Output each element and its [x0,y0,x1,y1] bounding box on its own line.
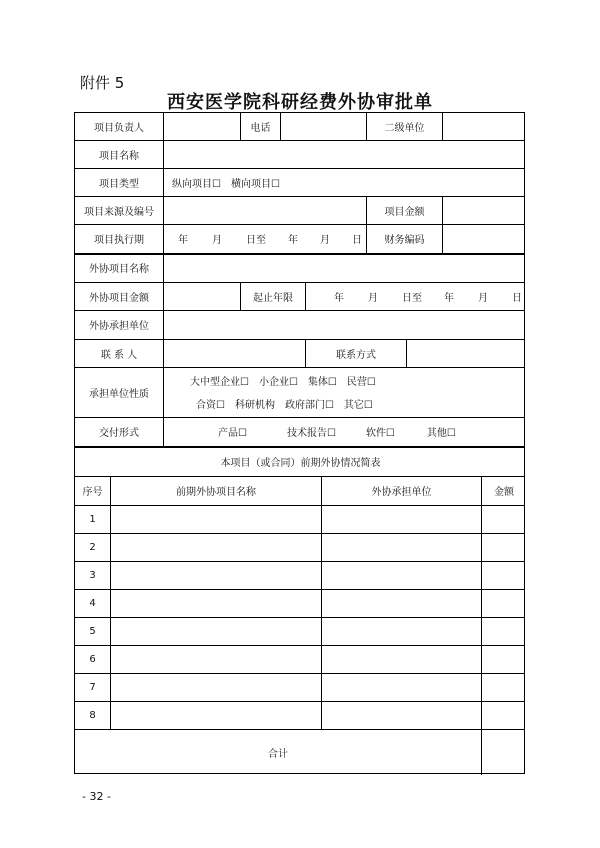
source-no-field[interactable] [164,196,367,224]
row-number: 6 [89,653,96,665]
row-source [75,196,524,224]
exec-end-month: 月 [320,235,330,246]
row-outsource-name [75,253,524,282]
source-no-label: 项目来源及编号 [75,196,164,224]
row-number: 3 [89,569,96,581]
delivery-label: 交付形式 [75,417,164,446]
exec-period-label: 项目执行期 [75,224,164,253]
row-number: 8 [89,709,96,721]
end-year: 年 [444,292,454,304]
exec-end-day: 日 [352,235,362,246]
history-row-unit-field[interactable] [322,617,482,645]
row-number: 1 [89,513,96,525]
contact-field[interactable] [164,339,306,367]
start-end-label: 起止年限 [241,282,306,310]
history-row-name-field[interactable] [111,589,322,617]
contact-method-field[interactable] [407,339,526,367]
history-row-unit-field[interactable] [322,533,482,561]
table-row [75,589,524,617]
history-title: 本项目（或合同）前期外协情况简表 [220,457,381,469]
history-row-amount-field[interactable] [482,645,526,673]
delivery-opt-other[interactable]: 其他☐ [426,428,456,439]
total-amount-field[interactable] [482,729,526,775]
history-row-unit-field[interactable] [322,505,482,533]
row-outsource-amount [75,282,524,310]
row-exec-period [75,224,524,253]
row-number: 7 [89,681,96,693]
row-nature [75,367,524,417]
table-row [75,533,524,561]
history-row-unit-field[interactable] [322,701,482,729]
history-row-name-field[interactable] [111,645,322,673]
history-row-name-field[interactable] [111,617,322,645]
history-row-name-field[interactable] [111,505,322,533]
history-row-amount-field[interactable] [482,505,526,533]
undertaker-label: 外协承担单位 [75,310,164,339]
col-unit-header: 外协承担单位 [322,476,482,505]
col-name-header: 前期外协项目名称 [111,476,322,505]
total-label: 合计 [75,729,482,775]
contact-label: 联 系 人 [75,339,164,367]
start-end-dates[interactable] [306,282,526,310]
history-row-unit-field[interactable] [322,589,482,617]
table-row [75,673,524,701]
start-month: 月 [368,292,378,304]
history-row-number [75,505,111,533]
row-number: 2 [89,541,96,553]
leader-field[interactable] [164,113,241,140]
start-day: 日至 [402,292,422,304]
row-project-name [75,140,524,168]
delivery-opt-product[interactable]: 产品☐ [218,428,247,439]
history-row-amount-field[interactable] [482,701,526,729]
history-row-amount-field[interactable] [482,673,526,701]
dept-field[interactable] [443,113,526,140]
row-delivery [75,417,524,446]
contact-method-label: 联系方式 [306,339,407,367]
attachment-label: 附件 5 [80,74,125,92]
history-row-number [75,589,111,617]
history-row-unit-field[interactable] [322,645,482,673]
outsource-amount-field[interactable] [164,282,241,310]
row-leader [75,113,524,140]
table-row [75,561,524,589]
history-row-name-field[interactable] [111,561,322,589]
row-total [75,729,524,775]
exec-end-year: 年 [288,235,298,246]
page-number: - 32 - [82,790,111,803]
history-row-number [75,561,111,589]
row-contact [75,339,524,367]
col-amount-header: 金额 [494,487,514,498]
row-project-type [75,168,524,196]
exec-start-year: 年 [178,235,188,246]
phone-label: 电话 [241,113,281,140]
exec-start-day: 日至 [246,235,266,246]
row-number: 4 [89,597,96,609]
delivery-opt-report[interactable]: 技术报告☐ [286,428,336,439]
project-amount-field[interactable] [443,196,526,224]
history-row-amount-field[interactable] [482,533,526,561]
history-row-number [75,673,111,701]
history-row-amount-field[interactable] [482,589,526,617]
end-month: 月 [478,292,488,304]
history-row-name-field[interactable] [111,673,322,701]
undertaker-field[interactable] [164,310,526,339]
nature-label: 承担单位性质 [75,367,164,417]
project-amount-label: 项目金额 [367,196,443,224]
table-row [75,645,524,673]
project-type-label: 项目类型 [75,168,164,196]
table-row [75,701,524,729]
outsource-name-label: 外协项目名称 [75,253,164,282]
row-number: 5 [89,625,96,637]
nature-options-line2: 合资☐ 科研机构 政府部门☐ 其它☐ [196,400,373,411]
exec-period-dates[interactable] [164,224,367,253]
start-year: 年 [334,292,344,304]
history-row-unit-field[interactable] [322,673,482,701]
col-no-header: 序号 [75,476,111,505]
history-row-amount-field[interactable] [482,561,526,589]
history-row-number [75,645,111,673]
leader-label: 项目负责人 [75,113,164,140]
delivery-opt-software[interactable]: 软件☐ [365,428,395,439]
history-row-number [75,533,111,561]
approval-form [74,112,525,774]
history-header [75,476,524,505]
delivery-options[interactable] [164,417,526,446]
nature-options-line1: 大中型企业☐ 小企业☐ 集体☐ 民营☐ [190,377,376,388]
history-row-number [75,701,111,729]
history-row-name-field[interactable] [111,701,322,729]
dept-label: 二级单位 [367,113,443,140]
project-name-label: 项目名称 [75,140,164,168]
nature-options[interactable] [164,367,526,417]
row-history-title [75,446,524,476]
history-row-name-field[interactable] [111,533,322,561]
row-undertaker [75,310,524,339]
outsource-amount-label: 外协项目金额 [75,282,164,310]
history-row-number [75,617,111,645]
finance-no-label: 财务编码 [367,224,443,253]
history-row-amount-field[interactable] [482,617,526,645]
exec-start-month: 月 [212,235,222,246]
table-row [75,617,524,645]
history-row-unit-field[interactable] [322,561,482,589]
end-day: 日 [512,292,522,304]
project-type-options[interactable]: 纵向项目☐ 横向项目☐ [172,178,280,190]
project-name-field[interactable] [164,140,526,168]
outsource-name-field[interactable] [164,253,526,282]
phone-field[interactable] [281,113,367,140]
table-row [75,505,524,533]
finance-no-field[interactable] [443,224,526,253]
page-title: 西安医学院科研经费外协审批单 [167,92,433,113]
